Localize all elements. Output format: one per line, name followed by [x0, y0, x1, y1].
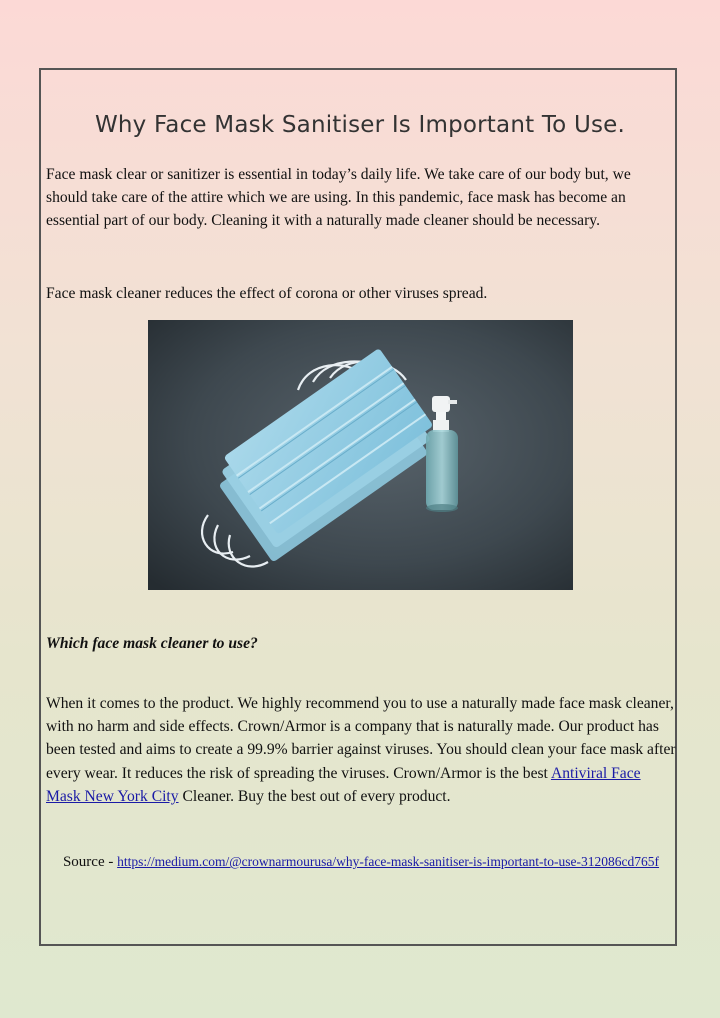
source-link[interactable]: https://medium.com/@crownarmourusa/why-face-mask-sanitiser-is-important-to-use-312086cd765f — [117, 854, 660, 869]
section-subheading: Which face mask cleaner to use? — [46, 635, 258, 652]
cleaner-effect-paragraph: Face mask cleaner reduces the effect of corona or other viruses spread. — [46, 285, 488, 302]
intro-paragraph: Face mask clear or sanitizer is essential in today’s daily life. We take care of our body but, we should take care of the attire which we are using. In this pandemic, face mask has become an essential part of our body. Cleaning it with a naturally made cleaner should be necessary. — [46, 166, 631, 230]
face-masks-and-sanitizer-photo — [148, 320, 573, 590]
page-title: Why Face Mask Sanitiser Is Important To Use. — [94, 112, 626, 138]
source-citation — [46, 852, 676, 872]
recommendation-text-end: Cleaner. Buy the best out of every product. — [178, 787, 451, 805]
antiviral-mask-link[interactable]: Antiviral Face Mask New York City — [46, 764, 641, 805]
recommendation-text-start: When it comes to the product. We highly recommend you to use a naturally made face mask cleaner, with no harm and side effects. Crown/Armor is a company that is naturally made. Our product has been tested and aims to create a 99.9% barrier against viruses. You should clean your face mask after every wear. It reduces the risk of spreading the viruses. Crown/Armor is the best — [46, 695, 676, 782]
source-label: Source - — [62, 854, 118, 870]
recommendation-paragraph — [46, 692, 676, 808]
